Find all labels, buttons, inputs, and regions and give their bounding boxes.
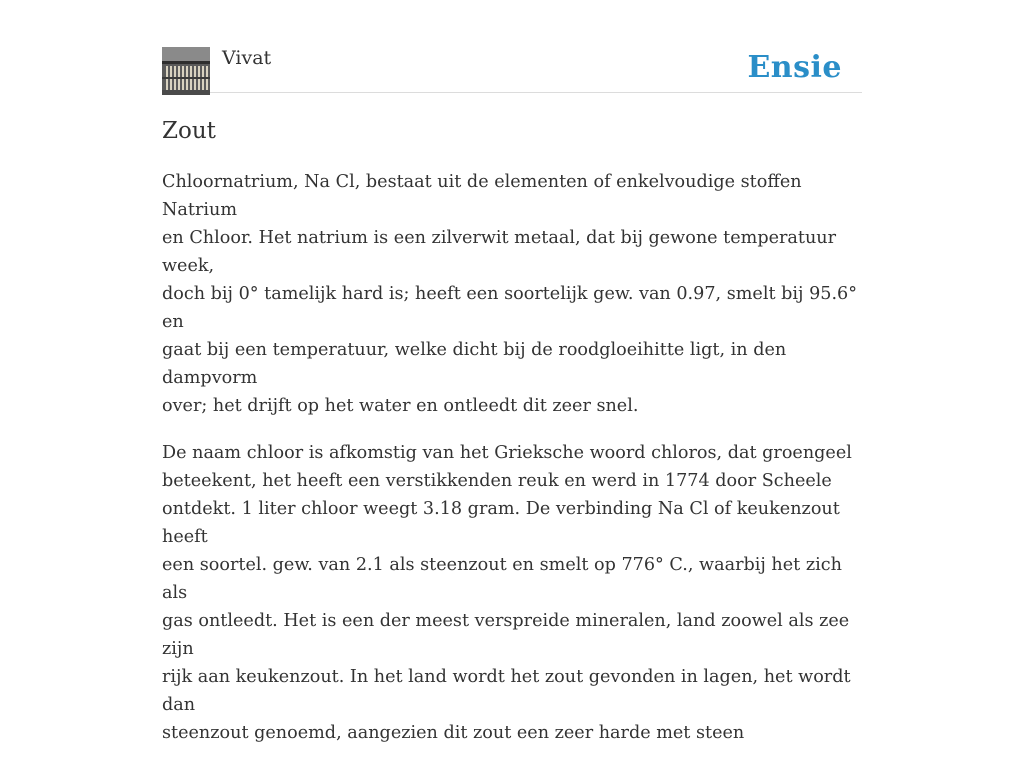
text-line: steenzout genoemd, aangezien dit zout een zeer harde met steen	[162, 723, 745, 743]
article-header	[162, 0, 862, 93]
text-line: een soortel. gew. van 2.1 als steenzout en smelt op 776° C., waarbij het zich als	[162, 555, 842, 603]
site-logo[interactable]: Ensie	[747, 50, 842, 85]
text-line: Chloornatrium, Na Cl, bestaat uit de elementen of enkelvoudige stoffen Natrium	[162, 172, 802, 220]
article-body	[162, 168, 862, 766]
paragraph	[162, 439, 862, 747]
article-title: Zout	[162, 118, 216, 144]
text-line: gaat bij een temperatuur, welke dicht bij de roodgloeihitte ligt, in den dampvorm	[162, 340, 787, 388]
author-name[interactable]: Vivat	[222, 47, 272, 69]
library-shelves-icon[interactable]	[162, 47, 210, 95]
text-line: beteekent, het heeft een verstikkenden reuk en werd in 1774 door Scheele	[162, 471, 832, 491]
text-line: De naam chloor is afkomstig van het Grieksche woord chloros, dat groengeel	[162, 443, 852, 463]
text-line: doch bij 0° tamelijk hard is; heeft een soortelijk gew. van 0.97, smelt bij 95.6° en	[162, 284, 858, 332]
text-line: en Chloor. Het natrium is een zilverwit metaal, dat bij gewone temperatuur week,	[162, 228, 837, 276]
text-line: gas ontleedt. Het is een der meest verspreide mineralen, land zoowel als zee zijn	[162, 611, 850, 659]
text-line: ontdekt. 1 liter chloor weegt 3.18 gram. De verbinding Na Cl of keukenzout heeft	[162, 499, 840, 547]
text-line: rijk aan keukenzout. In het land wordt het zout gevonden in lagen, het wordt dan	[162, 667, 851, 715]
paragraph	[162, 168, 862, 420]
article-page	[162, 0, 862, 743]
text-line: over; het drijft op het water en ontleedt dit zeer snel.	[162, 396, 639, 416]
